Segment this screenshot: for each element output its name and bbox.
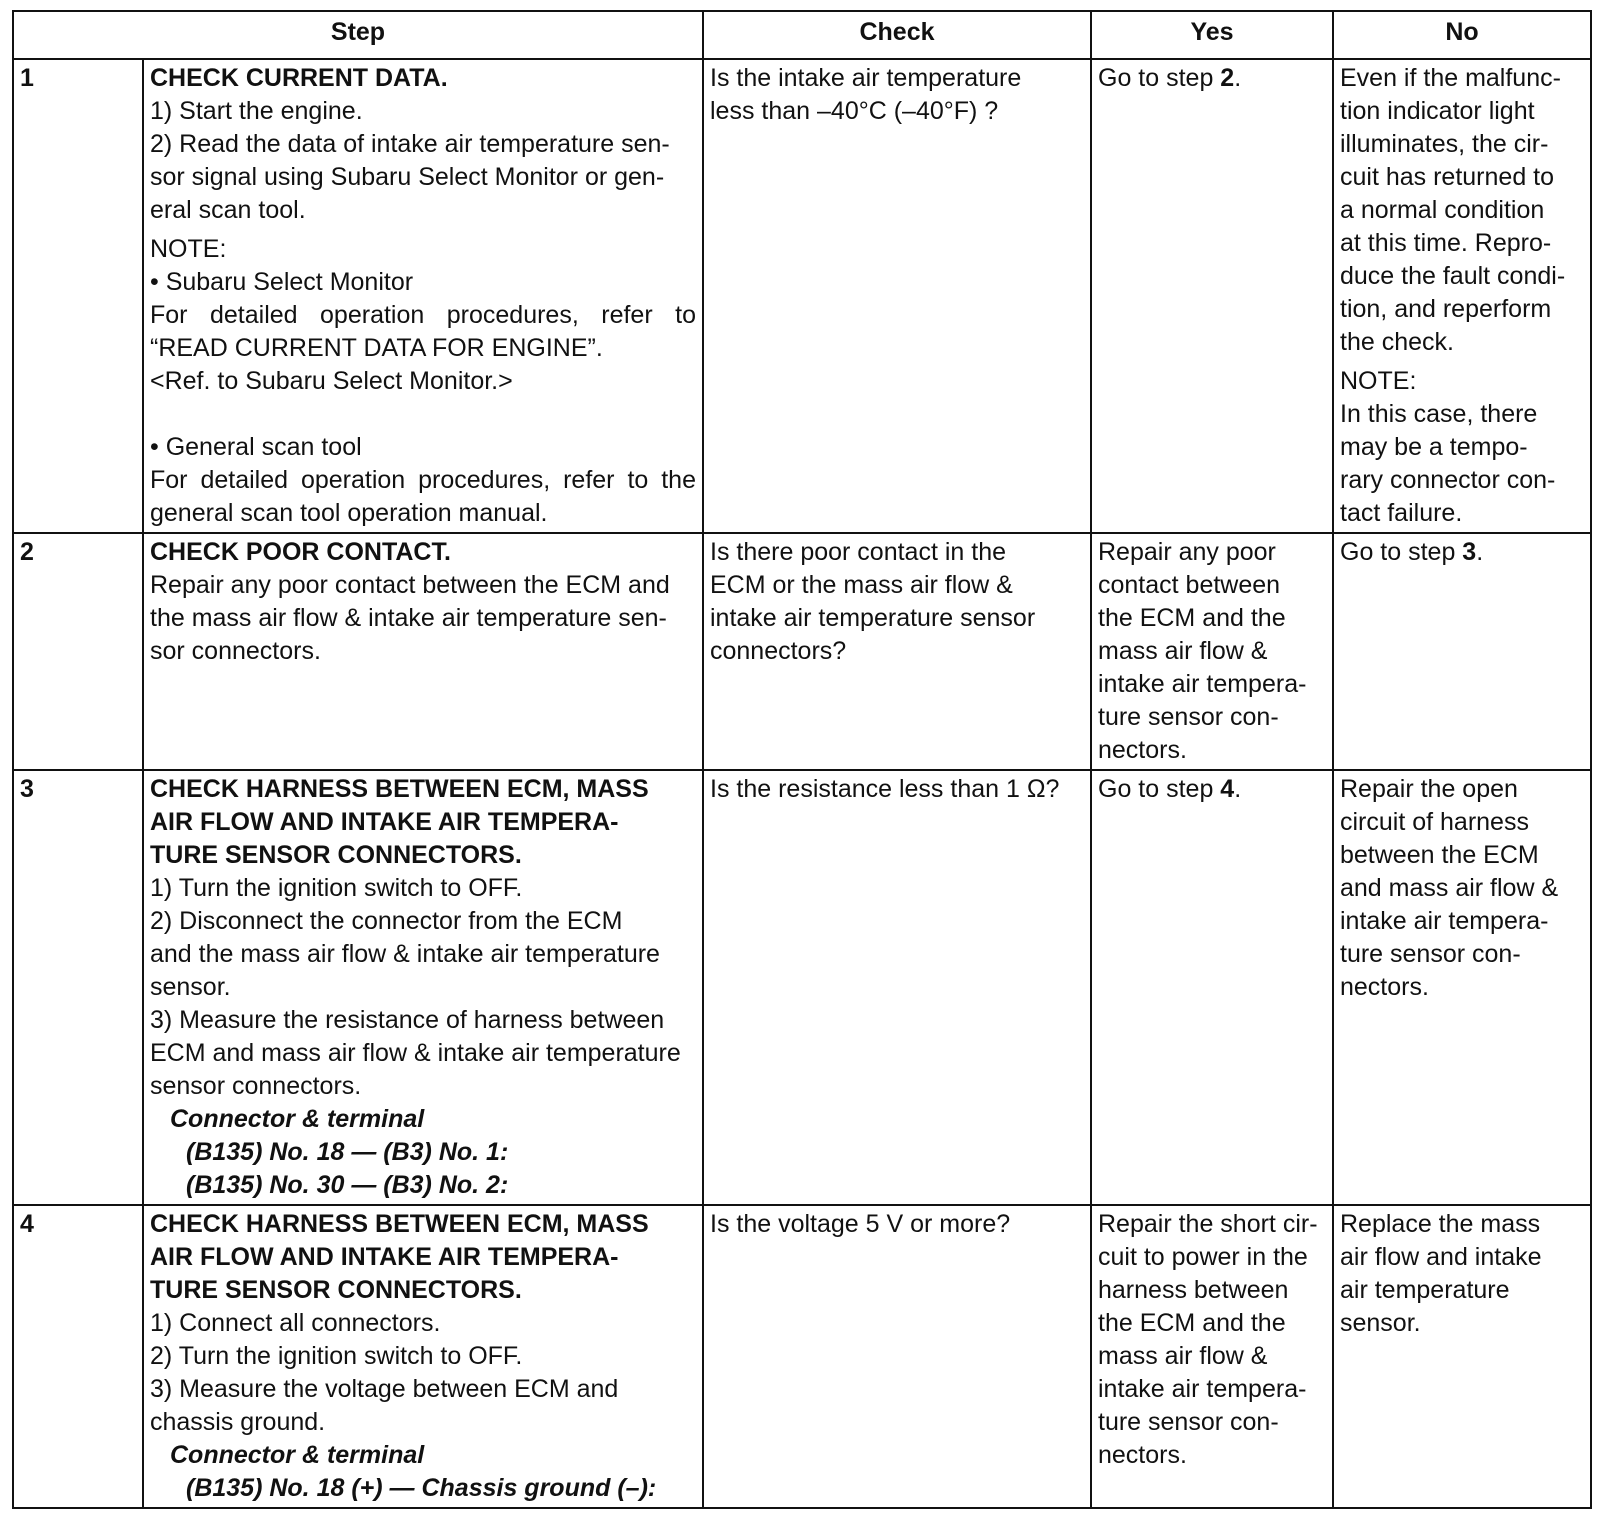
no-line: and mass air flow & bbox=[1340, 874, 1559, 902]
note-text: For detailed operation procedures, refer to bbox=[150, 301, 696, 329]
step-number: 1 bbox=[13, 59, 143, 533]
no-line: the check. bbox=[1340, 328, 1454, 356]
yes-line: intake air tempera- bbox=[1098, 1375, 1307, 1403]
step-line: Repair any poor contact between the ECM and bbox=[150, 571, 670, 599]
step-title: TURE SENSOR CONNECTORS. bbox=[150, 1276, 522, 1304]
step-title: TURE SENSOR CONNECTORS. bbox=[150, 841, 522, 869]
note-text: For detailed operation procedures, refer to the bbox=[150, 466, 696, 494]
step-line: and the mass air flow & intake air temperature bbox=[150, 940, 660, 968]
step-line: ECM and mass air flow & intake air temperature bbox=[150, 1039, 681, 1067]
no-line: ture sensor con- bbox=[1340, 940, 1521, 968]
step-cell bbox=[143, 1205, 703, 1508]
table-row bbox=[13, 1205, 1591, 1508]
step-line: 2) Read the data of intake air temperature sen- bbox=[150, 130, 670, 158]
check-cell bbox=[703, 59, 1091, 533]
yes-cell bbox=[1091, 770, 1333, 1205]
no-line: Even if the malfunc- bbox=[1340, 64, 1561, 92]
no-line: intake air tempera- bbox=[1340, 907, 1549, 935]
no-note-line: tact failure. bbox=[1340, 499, 1463, 527]
note-label: NOTE: bbox=[150, 235, 227, 263]
yes-line: mass air flow & bbox=[1098, 637, 1268, 665]
yes-text: Go to step bbox=[1098, 775, 1221, 803]
step-number: 2 bbox=[13, 533, 143, 770]
no-line: nectors. bbox=[1340, 973, 1429, 1001]
no-line: between the ECM bbox=[1340, 841, 1539, 869]
no-line: cuit has returned to bbox=[1340, 163, 1555, 191]
yes-line: Repair the short cir- bbox=[1098, 1210, 1318, 1238]
no-line: duce the fault condi- bbox=[1340, 262, 1566, 290]
note-bullet: • Subaru Select Monitor bbox=[150, 268, 414, 296]
check-line: connectors? bbox=[710, 637, 847, 665]
check-line: ECM or the mass air flow & bbox=[710, 571, 1013, 599]
no-suffix: . bbox=[1476, 538, 1484, 566]
step-line: 1) Start the engine. bbox=[150, 97, 363, 125]
step-line: 3) Measure the voltage between ECM and bbox=[150, 1375, 619, 1403]
step-line: sensor connectors. bbox=[150, 1072, 362, 1100]
check-cell bbox=[703, 770, 1091, 1205]
step-number: 4 bbox=[13, 1205, 143, 1508]
spacer bbox=[150, 398, 696, 431]
step-line: chassis ground. bbox=[150, 1408, 326, 1436]
yes-step-ref: 4 bbox=[1220, 775, 1235, 803]
step-line: 1) Connect all connectors. bbox=[150, 1309, 441, 1337]
yes-line: contact between bbox=[1098, 571, 1281, 599]
header-check: Check bbox=[703, 11, 1091, 59]
yes-text: Go to step bbox=[1098, 64, 1221, 92]
connector-line: (B135) No. 30 — (B3) No. 2: bbox=[186, 1171, 509, 1199]
no-line: Repair the open bbox=[1340, 775, 1518, 803]
note-text: “READ CURRENT DATA FOR ENGINE”. bbox=[150, 334, 603, 362]
yes-line: ture sensor con- bbox=[1098, 1408, 1279, 1436]
step-cell bbox=[143, 533, 703, 770]
yes-line: mass air flow & bbox=[1098, 1342, 1268, 1370]
yes-step-ref: 2 bbox=[1220, 64, 1235, 92]
step-cell bbox=[143, 59, 703, 533]
yes-cell bbox=[1091, 533, 1333, 770]
check-line: Is the resistance less than 1 Ω? bbox=[710, 775, 1060, 803]
yes-line: intake air tempera- bbox=[1098, 670, 1307, 698]
connector-heading: Connector & terminal bbox=[170, 1441, 425, 1469]
yes-line: cuit to power in the bbox=[1098, 1243, 1308, 1271]
step-line: 2) Disconnect the connector from the ECM bbox=[150, 907, 623, 935]
connector-line: (B135) No. 18 (+) — Chassis ground (–): bbox=[186, 1474, 657, 1502]
step-line: the mass air flow & intake air temperature sen- bbox=[150, 604, 667, 632]
no-line: tion, and reperform bbox=[1340, 295, 1552, 323]
no-line: sensor. bbox=[1340, 1309, 1421, 1337]
header-no: No bbox=[1333, 11, 1591, 59]
check-line: Is the intake air temperature bbox=[710, 64, 1022, 92]
yes-cell bbox=[1091, 1205, 1333, 1508]
note-text: general scan tool operation manual. bbox=[150, 499, 548, 527]
check-cell bbox=[703, 533, 1091, 770]
step-cell bbox=[143, 770, 703, 1205]
step-title: CHECK HARNESS BETWEEN ECM, MASS bbox=[150, 775, 649, 803]
check-line: Is there poor contact in the bbox=[710, 538, 1007, 566]
check-line: intake air temperature sensor bbox=[710, 604, 1036, 632]
no-line: illuminates, the cir- bbox=[1340, 130, 1549, 158]
step-line: sor signal using Subaru Select Monitor or gen- bbox=[150, 163, 665, 191]
no-cell bbox=[1333, 59, 1591, 533]
step-title: CHECK HARNESS BETWEEN ECM, MASS bbox=[150, 1210, 649, 1238]
yes-line: nectors. bbox=[1098, 1441, 1187, 1469]
yes-line: the ECM and the bbox=[1098, 604, 1286, 632]
header-yes: Yes bbox=[1091, 11, 1333, 59]
no-line: air flow and intake bbox=[1340, 1243, 1542, 1271]
yes-line: Repair any poor bbox=[1098, 538, 1276, 566]
no-line: air temperature bbox=[1340, 1276, 1510, 1304]
no-note-line: In this case, there bbox=[1340, 400, 1538, 428]
no-cell bbox=[1333, 533, 1591, 770]
no-text: Go to step bbox=[1340, 538, 1463, 566]
yes-suffix: . bbox=[1234, 64, 1242, 92]
note-bullet: • General scan tool bbox=[150, 433, 362, 461]
step-title: AIR FLOW AND INTAKE AIR TEMPERA- bbox=[150, 808, 619, 836]
no-line: a normal condition bbox=[1340, 196, 1545, 224]
table-row bbox=[13, 59, 1591, 533]
yes-line: nectors. bbox=[1098, 736, 1187, 764]
no-step-ref: 3 bbox=[1462, 538, 1477, 566]
header-step: Step bbox=[13, 11, 703, 59]
diagnostic-table bbox=[12, 10, 1592, 1509]
step-title: CHECK CURRENT DATA. bbox=[150, 64, 448, 92]
no-line: circuit of harness bbox=[1340, 808, 1529, 836]
step-line: sensor. bbox=[150, 973, 231, 1001]
yes-line: harness between bbox=[1098, 1276, 1289, 1304]
no-note-label: NOTE: bbox=[1340, 367, 1417, 395]
check-cell bbox=[703, 1205, 1091, 1508]
yes-suffix: . bbox=[1234, 775, 1242, 803]
step-number: 3 bbox=[13, 770, 143, 1205]
no-note-line: may be a tempo- bbox=[1340, 433, 1528, 461]
step-title: CHECK POOR CONTACT. bbox=[150, 538, 451, 566]
no-line: tion indicator light bbox=[1340, 97, 1535, 125]
no-line: Replace the mass bbox=[1340, 1210, 1541, 1238]
yes-line: ture sensor con- bbox=[1098, 703, 1279, 731]
step-title: AIR FLOW AND INTAKE AIR TEMPERA- bbox=[150, 1243, 619, 1271]
check-line: less than –40°C (–40°F) ? bbox=[710, 97, 999, 125]
step-line: 1) Turn the ignition switch to OFF. bbox=[150, 874, 523, 902]
step-line: 3) Measure the resistance of harness between bbox=[150, 1006, 665, 1034]
no-cell bbox=[1333, 1205, 1591, 1508]
no-line: at this time. Repro- bbox=[1340, 229, 1552, 257]
table-row bbox=[13, 533, 1591, 770]
step-line: 2) Turn the ignition switch to OFF. bbox=[150, 1342, 523, 1370]
check-line: Is the voltage 5 V or more? bbox=[710, 1210, 1011, 1238]
yes-cell bbox=[1091, 59, 1333, 533]
no-note-line: rary connector con- bbox=[1340, 466, 1556, 494]
step-line: sor connectors. bbox=[150, 637, 321, 665]
table-row bbox=[13, 770, 1591, 1205]
connector-heading: Connector & terminal bbox=[170, 1105, 425, 1133]
header-row bbox=[13, 11, 1591, 59]
note-text: <Ref. to Subaru Select Monitor.> bbox=[150, 367, 513, 395]
no-cell bbox=[1333, 770, 1591, 1205]
connector-line: (B135) No. 18 — (B3) No. 1: bbox=[186, 1138, 509, 1166]
yes-line: the ECM and the bbox=[1098, 1309, 1286, 1337]
step-line: eral scan tool. bbox=[150, 196, 306, 224]
